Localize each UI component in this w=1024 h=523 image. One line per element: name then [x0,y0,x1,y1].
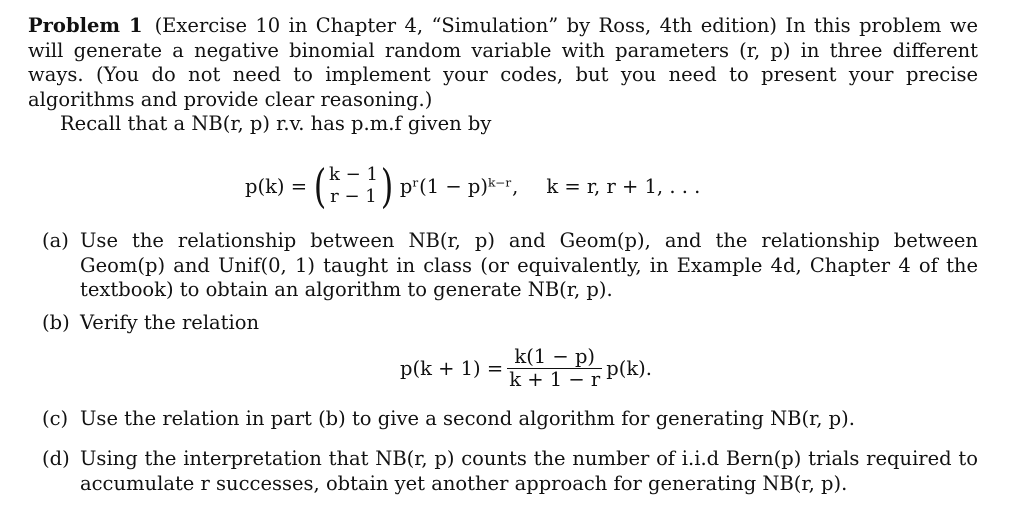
recurrence-lhs: p(k + 1) = [400,356,504,380]
problem-title: Problem 1 [28,14,143,37]
part-b-label: (b) [42,311,70,334]
part-c-text: Use the relation in part (b) to give a second algorithm for generating NB(r, p). [80,407,855,430]
part-a-text: Use the relationship between NB(r, p) and Geom(p), and the relationship between Geom(p) and Unif(0, 1) taught in class (or equivalently, in Example 4d, Chapter 4 of the textbook) to obtain an algorithm to generate NB(r, p). [80,229,978,301]
part-c-label: (c) [42,407,69,430]
part-d-label: (d) [42,447,70,470]
binom-bottom: r − 1 [330,186,377,207]
problem-text [28,14,978,137]
part-a-label: (a) [42,229,69,252]
recurrence-fraction [507,346,602,391]
binomial-coefficient: ( k − 1 r − 1 ) [313,159,394,213]
recurrence-rhs: p(k). [606,356,652,380]
part-a [28,229,978,311]
problem-intro-paragraph [28,14,978,112]
pmf-rest: pʳ(1 − p)ᵏ⁻ʳ, [399,174,519,198]
problem-intro: (Exercise 10 in Chapter 4, “Simulation” by Ross, 4th edition) In this problem we will generate a negative binomial random variable with parameters (r, p) in three different ways. (You do not need to implement your codes, but you need to present your precise algorithms and provide clear reasoning.) [28,14,978,111]
recurrence-equation [400,340,652,396]
pmf-equation [245,158,700,214]
pmf-lhs: p(k) = [245,174,308,198]
part-c [28,407,978,447]
part-d [28,447,978,496]
fraction-denominator: k + 1 − r [509,367,601,391]
part-b-text: Verify the relation [80,311,260,334]
recall-line: Recall that a NB(r, p) r.v. has p.m.f given by [60,112,492,135]
fraction-numerator: k(1 − p) [514,344,596,368]
binom-top: k − 1 [329,164,378,185]
pmf-range: k = r, r + 1, . . . [546,174,701,198]
part-d-text: Using the interpretation that NB(r, p) counts the number of i.i.d Bern(p) trials required to accumulate r successes, obtain yet another approach for generating NB(r, p). [80,447,978,495]
